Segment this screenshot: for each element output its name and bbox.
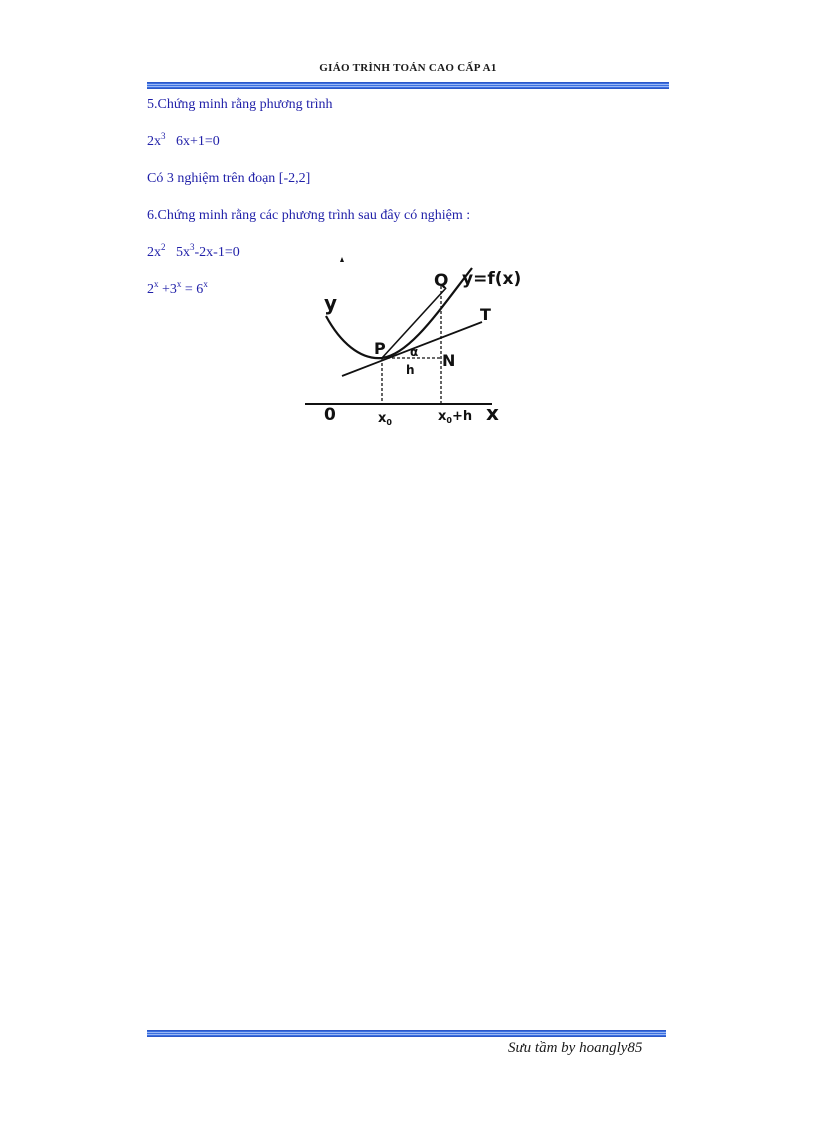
item6-title: 6.Chứng minh rằng các phương trình sau đây có nghiệm :	[147, 208, 471, 223]
eq1-term-a: 2x	[147, 134, 161, 149]
label-y: y	[324, 291, 338, 315]
label-x0h-base: x	[438, 409, 447, 424]
label-x0h-tail: +h	[451, 409, 473, 424]
equation-2	[147, 242, 240, 261]
footer-credit: Sưu tầm by hoangly85	[508, 1040, 643, 1056]
eq2-exp-b: 3	[190, 242, 195, 252]
equation-3	[147, 279, 208, 298]
function-curve	[326, 268, 472, 358]
eq2-term-a: 2x	[147, 245, 161, 260]
label-x0-sub: 0	[386, 418, 392, 427]
label-h: h	[406, 363, 415, 377]
eq3-exp-a: x	[154, 279, 159, 289]
eq1-exp-a: 3	[161, 131, 166, 141]
eq3-term-c: = 6	[181, 282, 204, 297]
label-n: N	[442, 351, 456, 370]
footer-rule	[147, 1030, 666, 1037]
label-origin: 0	[324, 405, 336, 425]
label-t: T	[480, 305, 491, 324]
eq3-exp-c: x	[203, 279, 208, 289]
label-alpha: α	[410, 345, 419, 359]
label-x0-base: x	[378, 411, 387, 426]
label-x0	[378, 411, 392, 427]
header-rule	[147, 82, 669, 89]
eq3-exp-b: x	[176, 279, 182, 289]
label-fx: y=f(x)	[462, 269, 522, 289]
header-title: GIÁO TRÌNH TOÁN CAO CẤP A1	[319, 62, 497, 74]
eq2-term-c: -2x-1=0	[194, 245, 240, 260]
equation-1	[147, 131, 220, 150]
eq1-term-b: 6x+1=0	[176, 134, 220, 149]
item5-title: 5.Chứng minh rằng phương trình	[147, 97, 333, 112]
label-q: Q	[434, 271, 449, 291]
label-x0h	[438, 409, 472, 425]
eq3-term-a: 2	[147, 282, 154, 297]
label-x0h-sub: 0	[446, 416, 452, 425]
eq3-term-b: +3	[158, 282, 177, 297]
item5-text: Có 3 nghiệm trên đoạn [-2,2]	[147, 171, 311, 186]
arrow-marker-icon	[340, 257, 344, 262]
eq2-term-b: 5x	[176, 245, 190, 260]
eq2-exp-a: 2	[161, 242, 166, 252]
derivative-figure	[300, 250, 540, 435]
label-x-axis: x	[486, 401, 499, 425]
label-p: P	[374, 339, 386, 358]
